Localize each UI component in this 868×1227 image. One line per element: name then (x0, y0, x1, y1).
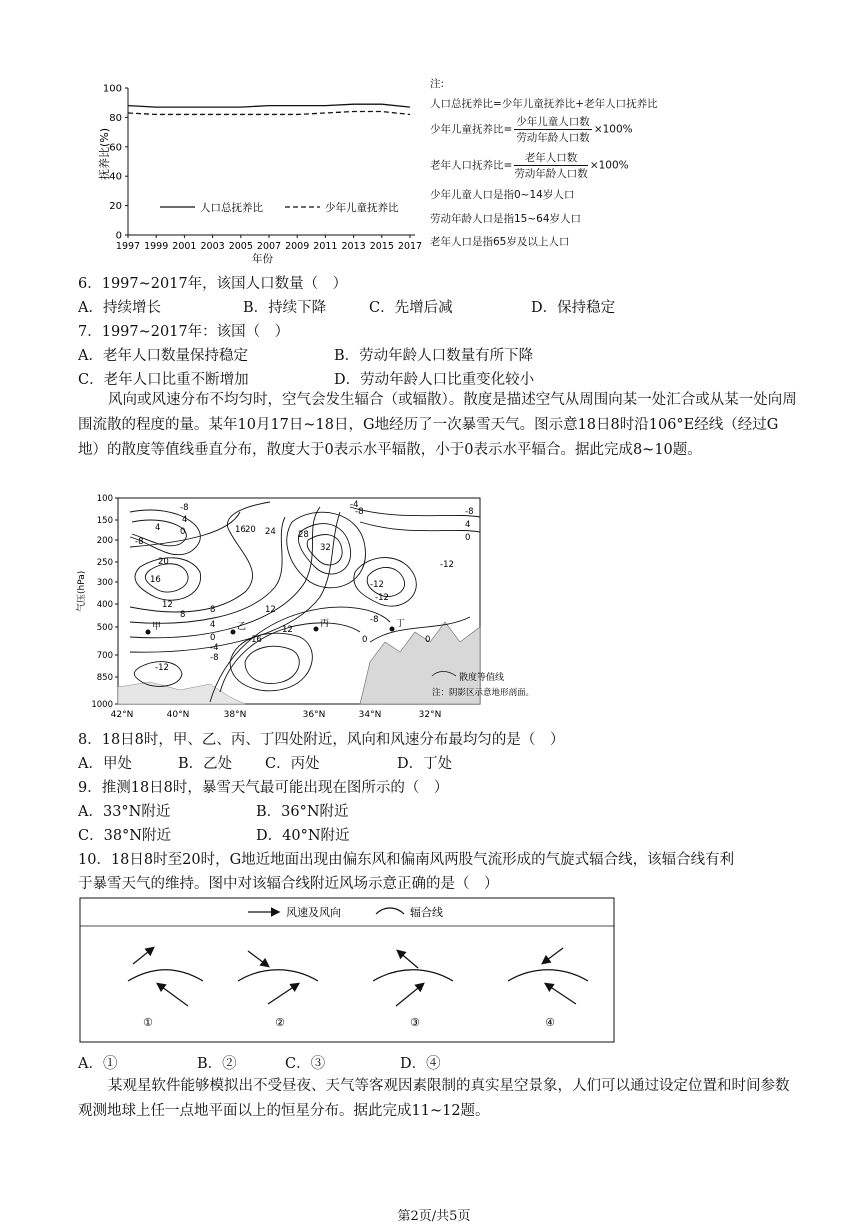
q6-option-b[interactable]: B．持续下降 (243, 300, 327, 316)
contour-label: 12 (282, 625, 293, 635)
c2-y-tick-label: 700 (96, 651, 113, 661)
notes-line6: 老年人口是指65岁及以上人口 (430, 236, 570, 248)
notes-title: 注: (430, 78, 445, 90)
notes-line1: 人口总抚养比=少年儿童抚养比+老年人口抚养比 (430, 98, 658, 110)
contour-label: 28 (298, 530, 309, 540)
x-tick-label: 2005 (228, 241, 253, 252)
contour-label: 4 (182, 515, 188, 525)
c2-y-tick-label: 500 (96, 623, 113, 633)
q8-option-c[interactable]: C．丙处 (265, 756, 320, 772)
panel-4-label: ④ (545, 1016, 555, 1029)
contour-label: 12 (162, 600, 173, 610)
c2-legend-note: 注：阴影区示意地形剖面。 (432, 688, 535, 698)
notes-line4: 少年儿童人口是指0~14岁人口 (430, 189, 575, 201)
panel-1 (128, 948, 203, 1029)
y-tick-label: 40 (109, 171, 122, 183)
x-tick-label: 2011 (313, 241, 338, 252)
point-jia-label: 甲 (152, 622, 162, 632)
contour-label: -12 (155, 663, 169, 673)
q9-stem: 9．推测18日8时，暴雪天气最可能出现在图所示的（ ） (78, 780, 449, 796)
contour-label: 4 (465, 520, 471, 530)
contour-label: 32 (320, 543, 331, 553)
x-tick-label: 2013 (341, 241, 366, 252)
q10-option-d[interactable]: D．④ (400, 1056, 441, 1072)
y-tick-label: 80 (109, 112, 122, 124)
c2-x-tick-label: 34°N (358, 710, 382, 720)
contour-label: -8 (465, 507, 474, 517)
point-ding-label: 丁 (396, 619, 406, 629)
q10-stem-line2: 于暴雪天气的维持。图中对该辐合线附近风场示意正确的是（ ） (78, 876, 499, 892)
q6-stem: 6．1997~2017年，该国人口数量（ ） (78, 276, 348, 292)
c2-legend-line: 散度等值线 (459, 673, 505, 683)
x-tick-label: 2007 (256, 241, 282, 252)
panel-4 (508, 948, 588, 1029)
contour-label: 0 (425, 635, 431, 645)
q10-option-a[interactable]: A．① (78, 1056, 118, 1072)
wind-field-figure (78, 896, 618, 1046)
point-jia (146, 630, 151, 635)
contour-label: 8 (210, 605, 216, 615)
c2-x-tick-label: 38°N (223, 710, 247, 720)
y-tick-label: 20 (109, 201, 122, 213)
legend-wind-label: 风速及风向 (286, 906, 341, 919)
q6-option-d[interactable]: D．保持稳定 (531, 300, 616, 316)
contour-label: -16 (248, 635, 262, 645)
contour-label: -8 (370, 615, 379, 625)
panel-2 (238, 951, 318, 1029)
y-tick-label: 0 (115, 230, 122, 242)
x-tick-label: 2001 (172, 241, 197, 252)
contour-label: -8 (180, 503, 189, 513)
passage-star-software: 某观星软件能够模拟出不受昼夜、天气等客观因素限制的真实星空景象，人们可以通过设定位置和时间参数观测地球上任一点地平面以上的恒星分布。据此完成11~12题。 (78, 1078, 790, 1119)
c2-x-tick-label: 36°N (302, 710, 326, 720)
q7-option-b[interactable]: B．劳动年龄人口数量有所下降 (334, 348, 534, 364)
q9-option-d[interactable]: D．40°N附近 (256, 828, 350, 844)
contour-label: 0 (180, 527, 186, 537)
x-tick-label: 1999 (144, 241, 169, 252)
q8-stem: 8．18日8时，甲、乙、丙、丁四处附近，风向和风速分布最均匀的是（ ） (78, 732, 565, 748)
c2-x-tick-label: 32°N (418, 710, 442, 720)
c2-y-tick-label: 1000 (91, 700, 113, 710)
q9-option-a[interactable]: A．33°N附近 (78, 804, 171, 820)
c2-y-tick-label: 300 (96, 578, 113, 588)
point-bing (314, 627, 319, 632)
q7-option-d[interactable]: D．劳动年龄人口比重变化较小 (334, 372, 535, 388)
q7-option-a[interactable]: A．老年人口数量保持稳定 (78, 348, 248, 364)
contour-label: 0 (362, 635, 368, 645)
q6-option-c[interactable]: C．先增后减 (369, 300, 453, 316)
q8-option-b[interactable]: B．乙处 (178, 756, 233, 772)
point-bing-label: 丙 (320, 619, 330, 629)
terrain-profile-left (118, 682, 245, 704)
q7-stem: 7．1997~2017年：该国（ ） (78, 324, 290, 340)
contour-label: 20 (158, 557, 169, 567)
c2-y-tick-label: 850 (96, 673, 113, 683)
contour-label: 20 (245, 525, 256, 535)
legend-total-label: 人口总抚养比 (200, 202, 263, 214)
y-axis-label: 抚养比(%) (98, 127, 111, 180)
x-axis-label: 年份 (252, 253, 273, 265)
child-ratio-line (128, 112, 410, 115)
contour-label: 8 (180, 610, 186, 620)
contour-label: -8 (210, 653, 219, 663)
q7-option-c[interactable]: C．老年人口比重不断增加 (78, 372, 249, 388)
y-tick-label: 60 (109, 142, 122, 154)
contour-label: -8 (355, 507, 364, 517)
q10-stem-line1: 10．18日8时至20时，G地近地面出现由偏东风和偏南风两股气流形成的气旋式辐合线，该辐合线有利 (78, 852, 735, 868)
q9-option-b[interactable]: B．36°N附近 (256, 804, 349, 820)
y-tick-label: 100 (102, 83, 122, 95)
panel-2-label: ② (275, 1016, 285, 1029)
x-tick-label: 2015 (369, 241, 394, 252)
panel-3-label: ③ (410, 1016, 420, 1029)
q10-option-c[interactable]: C．③ (285, 1056, 326, 1072)
c2-x-tick-label: 42°N (110, 710, 134, 720)
contour-label: -4 (210, 643, 219, 653)
contour-label: -8 (135, 537, 144, 547)
q8-option-a[interactable]: A．甲处 (78, 756, 132, 772)
c2-y-tick-label: 200 (96, 536, 113, 546)
contour-label: -4 (350, 500, 359, 510)
c2-x-tick-label: 40°N (166, 710, 190, 720)
total-ratio-line (128, 104, 410, 107)
x-tick-label: 1997 (115, 241, 141, 252)
panel-1-label: ① (143, 1016, 153, 1029)
x-tick-label: 2017 (397, 241, 423, 252)
legend-child-label: 少年儿童抚养比 (325, 202, 399, 214)
q9-option-c[interactable]: C．38°N附近 (78, 828, 171, 844)
notes-child-formula: 少年儿童抚养比= $\frac{\text{少年儿童人口数}}{\text{劳动年龄人口数}}$ ×100% (430, 116, 633, 144)
c2-y-tick-label: 100 (96, 494, 113, 504)
point-yi-label: 乙 (237, 622, 247, 632)
divergence-contour-chart (70, 492, 570, 722)
point-yi (231, 630, 236, 635)
x-tick-label: 2003 (200, 241, 225, 252)
contour-label: -12 (440, 560, 454, 570)
x-tick-label: 2009 (285, 241, 310, 252)
contour-label: -12 (375, 593, 389, 603)
c2-y-tick-label: 250 (96, 558, 113, 568)
q10-option-b[interactable]: B．② (197, 1056, 237, 1072)
dependency-ratio-chart (70, 70, 430, 270)
c2-y-label: 气压(hPa) (77, 570, 87, 612)
contour-label: 16 (150, 575, 161, 585)
panel-3 (373, 951, 453, 1029)
legend-line-label: 辐合线 (410, 906, 443, 919)
contour-label: 24 (265, 527, 276, 537)
notes-line5: 劳动年龄人口是指15~64岁人口 (430, 213, 582, 225)
c2-y-tick-label: 400 (96, 600, 113, 610)
contour-label: 0 (465, 533, 471, 543)
contour-label: 0 (210, 633, 216, 643)
contour-label: 4 (210, 620, 216, 630)
q8-option-d[interactable]: D．丁处 (397, 756, 453, 772)
point-ding (390, 627, 395, 632)
contour-label: 16 (235, 525, 246, 535)
notes-elder-formula: 老年人口抚养比= $\frac{\text{老年人口数}}{\text{劳动年龄人口数}}$ ×100% (430, 152, 629, 180)
c2-y-tick-label: 150 (96, 516, 113, 526)
passage-divergence: 风向或风速分布不均匀时，空气会发生辐合（或辐散）。散度是描述空气从周围向某一处汇合或从某一处向周围流散的程度的量。某年10月17日~18日，G地经历了一次暴雪天气。图示意18日8时沿106°E经线（经过G地）的散度等值线垂直分布，散度大于0表示水平辐散，小于0表示水平辐合。据此完成8~10题。 (78, 392, 797, 458)
page-footer: 第2页/共5页 (397, 1209, 471, 1224)
contour-label: -12 (370, 580, 384, 590)
contour-label: 12 (265, 605, 276, 615)
q6-option-a[interactable]: A．持续增长 (78, 300, 161, 316)
contour-label: 4 (155, 523, 161, 533)
